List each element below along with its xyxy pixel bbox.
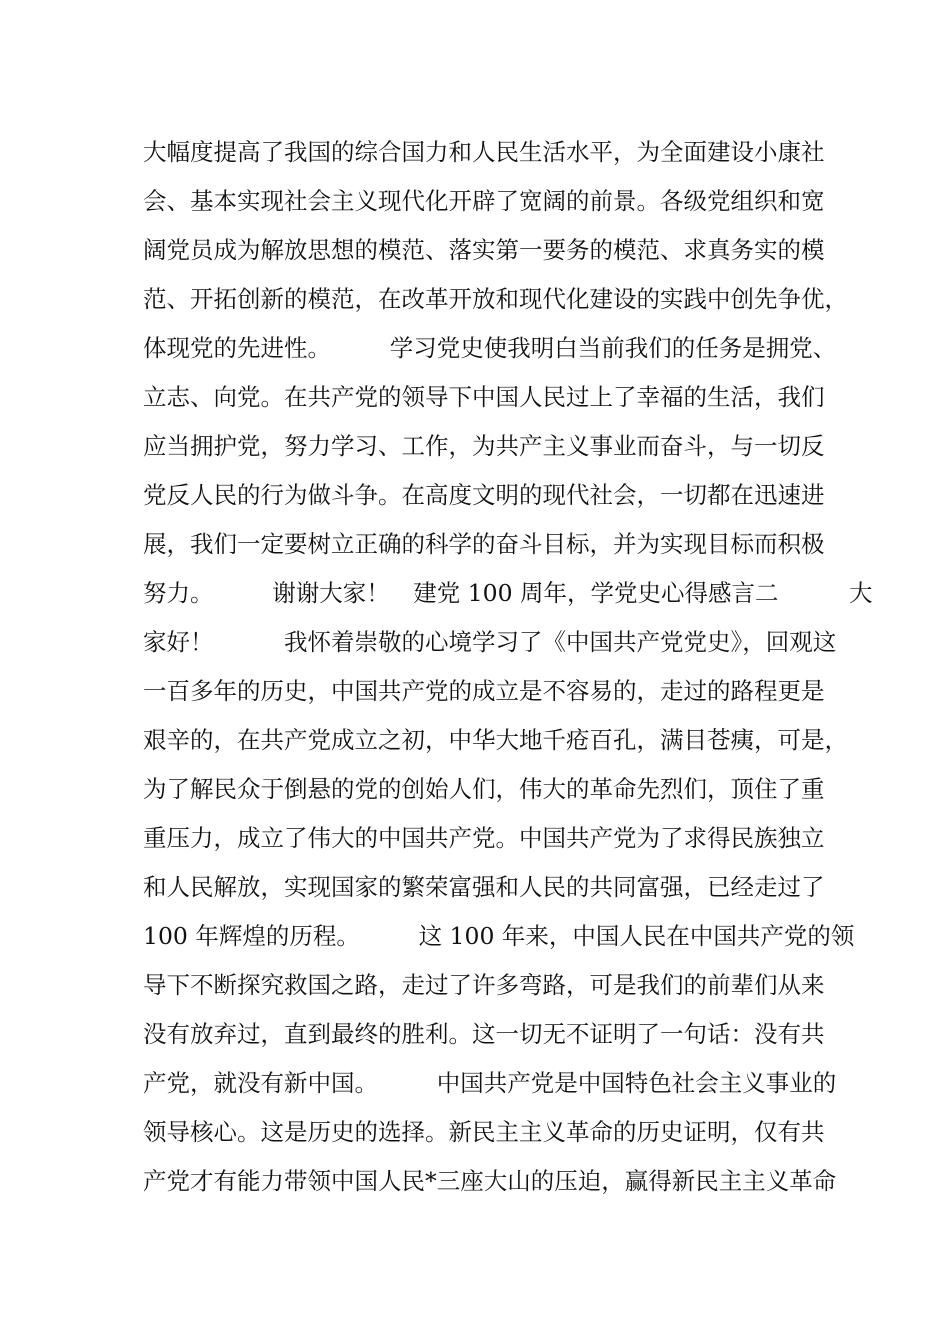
text-line: 和人民解放，实现国家的繁荣富强和人民的共同富强，已经走过了 xyxy=(143,873,825,901)
text-line: 没有放弃过，直到最终的胜利。这一切无不证明了一句话：没有共 xyxy=(143,1020,825,1048)
text-line: 艰辛的，在共产党成立之初，中华大地千疮百孔，满目苍痍，可是， xyxy=(143,726,848,754)
text-line: 范、开拓创新的模范，在改革开放和现代化建设的实践中创先争优， xyxy=(143,285,848,313)
text-line: 100 年辉煌的历程。 这 100 年来，中国人民在中国共产党的领 xyxy=(143,922,855,950)
text-line: 努力。 谢谢大家！ 建党 100 周年，学党史心得感言二 大 xyxy=(143,579,873,607)
text-line: 大幅度提高了我国的综合国力和人民生活水平，为全面建设小康社 xyxy=(143,138,825,166)
text-line: 展，我们一定要树立正确的科学的奋斗目标，并为实现目标而积极 xyxy=(143,530,825,558)
text-line: 家好！ 我怀着崇敬的心境学习了《中国共产党党史》，回观这 xyxy=(143,628,837,656)
text-line: 会、基本实现社会主义现代化开辟了宽阔的前景。各级党组织和宽 xyxy=(143,187,825,215)
text-line: 重压力，成立了伟大的中国共产党。中国共产党为了求得民族独立 xyxy=(143,824,825,852)
text-line: 一百多年的历史，中国共产党的成立是不容易的，走过的路程更是 xyxy=(143,677,825,705)
text-line: 党反人民的行为做斗争。在高度文明的现代社会，一切都在迅速进 xyxy=(143,481,825,509)
text-line: 阔党员成为解放思想的模范、落实第一要务的模范、求真务实的模 xyxy=(143,236,825,264)
text-line: 立志、向党。在共产党的领导下中国人民过上了幸福的生活，我们 xyxy=(143,383,825,411)
text-line: 应当拥护党，努力学习、工作，为共产主义事业而奋斗，与一切反 xyxy=(143,432,825,460)
document-body xyxy=(143,134,873,1212)
text-line: 为了解民众于倒悬的党的创始人们，伟大的革命先烈们，顶住了重 xyxy=(143,775,825,803)
text-line: 导下不断探究救国之路，走过了许多弯路，可是我们的前辈们从来 xyxy=(143,971,825,999)
text-line: 领导核心。这是历史的选择。新民主主义革命的历史证明，仅有共 xyxy=(143,1118,825,1146)
text-line: 体现党的先进性。 学习党史使我明白当前我们的任务是拥党、 xyxy=(143,334,837,362)
text-line: 产党，就没有新中国。 中国共产党是中国特色社会主义事业的 xyxy=(143,1069,837,1097)
text-line: 产党才有能力带领中国人民*三座大山的压迫，赢得新民主主义革命 xyxy=(143,1167,837,1195)
